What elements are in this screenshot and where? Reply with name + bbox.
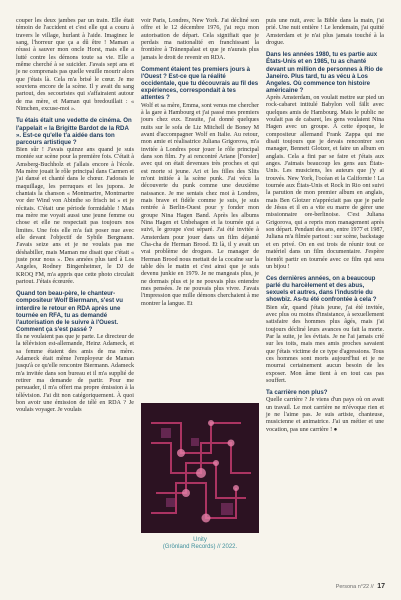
interview-question: Tu étais était une vedette de cinéma. On l'appelait « la Brigitte Bardot de la RDA ». Est-ce qu'elle t'a aidée dans ton parcours artistique ? bbox=[16, 117, 132, 146]
body-paragraph: Après Amsterdam, on voulait mettre sur pied un rock-cabaret intitulé Babylon voll fällt avec quelques amis de Hambourg. Mais le public ne voulait pas de cabaret, les gens voulaient Nina Hagen avec un groupe. À cette époque, le compositeur allemand Frank Zappa qui me disait toujours que je devais rencontrer son manager, Bennett Glotzer, et faire un album en anglais. Cela a fini par se faire et j'étais aux anges. J'aimais beaucoup les gens aux États-Unis. Les musiciens, les auteurs que j'y ai trouvés. New York, l'océan et la Californie ! La tournée aux États-Unis et Rock in Rio ont suivi la parution de mon premier album en anglais, mais Ben Glotzer n'appréciait pas que je parle de Jésus et il en a vite eu marre de gérer une missionnaire ore-berlinoise. C'est Juliana Grigorova, qui a repris mon management après son départ. Pendant des ans, entre 1977 et 1987, Juliana m'a filmée partout : sur scène, backstage et en privé. On en est trois de réunir tout ce matériel dans un film documentaire. J'espère bientôt partir en tournée avec ce film qui sera un bijou ! bbox=[266, 94, 384, 270]
body-paragraph: Ils ne voulaient pas que je parte. Le directeur de la télévision est-allemande, Heinz Adameck, et sa femme étaient des amis de ma mère. Adameck était même l'employeur de Maman jusqu'à ce qu'elle rencontre Biermann. Adameck m'a invitée dans son bureau et il m'a supplié de retirer ma demande de partir. Pour me persuader, il m'a offert ma propre émission à la télévision. J'ai dit non catégoriquement. À quoi bon avoir une émission de télé en RDA ? Je voulais voyager. Je voulais bbox=[16, 333, 134, 414]
body-paragraph: Bien sûr, quand j'étais jeune, j'ai été invitée, avec plus ou moins d'insistance, à sexuellement satisfaire des hommes plus âgés, mais j'ai toujours décliné leurs avances ou fait la morte. Par la suite, je les évitais. Je ne l'ai jamais crié sur les toits, mais mes amis proches savaient que j'étais victime de ce type d'agressions. Tous ces hommes sont morts aujourd'hui et je ne mourrai certainement aucun besoin de les exposer. Mon âme tient à en tout cas pas souffert. bbox=[266, 304, 384, 384]
album-cover-image bbox=[141, 403, 259, 533]
page-number: 17 bbox=[377, 583, 385, 590]
interview-question: Quand ton beau-père, le chanteur-compositeur Wolf Biermann, s'est vu interdire le retour en RDA après une tournée en RFA, tu as demandé l'autorisation de le suivre à l'Ouest. Comment ça s'est passé ? bbox=[16, 290, 123, 333]
issue-label: Persona n°22 bbox=[335, 584, 370, 590]
body-paragraph: couper les deux jambes par un train. Elle était témoin de l'accident et c'est elle qui a couru à travers le village, hurlant à l'aide. Imaginez le sang, l'horreur que ça a dû être ! Maman a réussi à sauver mon oncle Horst, mais elle a lutté contre les démons toute sa vie. Elle a même cherché à se suicider. J'avais sept ans et je ne comprenais pas quelle veuille mourir alors que j'étais là. Cela m'a brisé le cœur. Je me souviens encore de la scène. Il y avait du sang partout, des secouristes qui s'affairaient autour de ma mère, et Maman qui bredouillait : « Nimchen, excuse-moi ». bbox=[16, 18, 134, 113]
body-paragraph: puis une nuit, avec la Bible dans la main, j'ai prié. Une nuit entière ! Le lendemain, j'ai quitté Amsterdam et je n'ai plus jamais touché à la drogue. bbox=[266, 18, 384, 47]
body-paragraph: Quelle carrière ? Je viens d'un pays où on avait un travail. Le mot carrière ne m'évoque rien et je ne l'aime pas. Je suis artiste, chanteuse, musicienne et animatrice. J'ai un métier et une vocation, pas une carrière ! ● bbox=[266, 397, 384, 433]
article-column-3 bbox=[266, 18, 384, 434]
caption-title: Unity bbox=[193, 537, 207, 543]
interview-question: Ces dernières années, on a beaucoup parlé du harcèlement et des abus, sexuels et autres, dans l'industrie du showbiz. As-tu été confrontée à cela ? bbox=[266, 275, 377, 304]
interview-question: Dans les années 1980, tu es partie aux États-Unis et en 1985, tu as chanté devant un million de personnes à Rio de Janeiro. Plus tard, tu as vécu à Los Angeles. Où commence ton histoire américaine ? bbox=[266, 51, 383, 94]
album-cover-art bbox=[141, 403, 259, 533]
body-paragraph: voir Paris, Londres, New York. J'ai décliné son offre et le 12 décembre 1976, j'ai reçu mon autorisation de départ. Cela signifiait que je perdais ma nationalité en franchissant la frontière à Tränenpalast et que je n'aurais plus jamais le droit de revenir en RDA. bbox=[141, 18, 259, 61]
body-paragraph: Bien sûr ! J'avais quinze ans quand je suis montée sur scène pour la première fois. C'était à Amsberg-Buchholz et j'allais encore à l'école. Ma mère jouait le rôle principal dans Carmen et j'ai dansé et chanté dans le chœur. J'adorais le maquillage, les perruques et les jupons. Je chantais la chanson « Montmartre, Montmartre vor der Wind von Abinthe so frisch ist » et je récitais. C'était une période formidable ! Mais ma mère me voyait aussi une jeune femme ou chose et elle ne respectait pas toujours nos limites. Une fois elle m'a fait poser nue avec elle devant l'objectif de Sybile Bergmann. J'avais seize ans et je ne voulais pas me déshabiller, mais Maman me disait que c'était « juste pour nous ». Des années plus tard à Los Angeles, Rodney Bingenheimer, le DJ de KROQ FM, m'a appris que cette photo circulait partout. J'étais écœurée. bbox=[16, 146, 134, 286]
image-caption bbox=[141, 537, 259, 552]
interview-question: Ta carrière non plus? bbox=[266, 389, 328, 397]
article-column-2 bbox=[141, 18, 259, 308]
interview-question: Comment étaient tes premiers jours à l'Ouest ? Est-ce que la réalité occidentale, que tu découvrais au fil des expériences, correspondait à tes attentes ? bbox=[141, 66, 259, 102]
footer-separator: // bbox=[370, 584, 374, 590]
caption-source: (Grönland Records) // 2022. bbox=[162, 544, 238, 551]
article-column-1 bbox=[16, 18, 134, 415]
page-footer bbox=[336, 583, 385, 590]
body-paragraph: Wolf et sa mère, Emma, sont venus me chercher à la gare à Hambourg et j'ai passé mes premiers jours chez eux. Ensuite, j'ai donné quelques nuits sur le sofa de Liz Mitchell de Boney M avant d'accompagner Wolf en Italie. Au retour, mon amie et réalisatrice Juliana Grigorova, m'a invitée à Londres pour jouer le rôle principal dans son film. J'y ai rencontré Ariane [Forster] avec qui on était devenues très proches et qui est morte si jeune. Ari et les filles des Slits m'ont initiée à la scène punk. J'ai vécu la découverte du punk comme une deuxième naissance. Je me sentais chez moi à Londres, mais brave et fidèle comme je suis, je suis rentrée à Berlin-Ouest pour y fonder mon groupe Nina Hagen Band. Après les albums Nina Hagen et Unbehagen et la tournée qui a suivi, le groupe s'est séparé. J'ai été invitée à Amsterdam pour jouer dans un film déjanté Cha-cha de Herman Brood. Et là, il y avait un vrai problème de drogues. Le manager de Herman Brood nous mettait de la cocaïne sur la table dès le matin et c'est ainsi que je suis devenu junkie en 1979. Je ne mangeais plus, je ne dormais plus et je ne pouvais plus entendre mes pensées. Je ne pouvais plus vivre. J'avais l'impression que mille démons cherchaient à me montrer la langue. Et bbox=[141, 102, 259, 307]
